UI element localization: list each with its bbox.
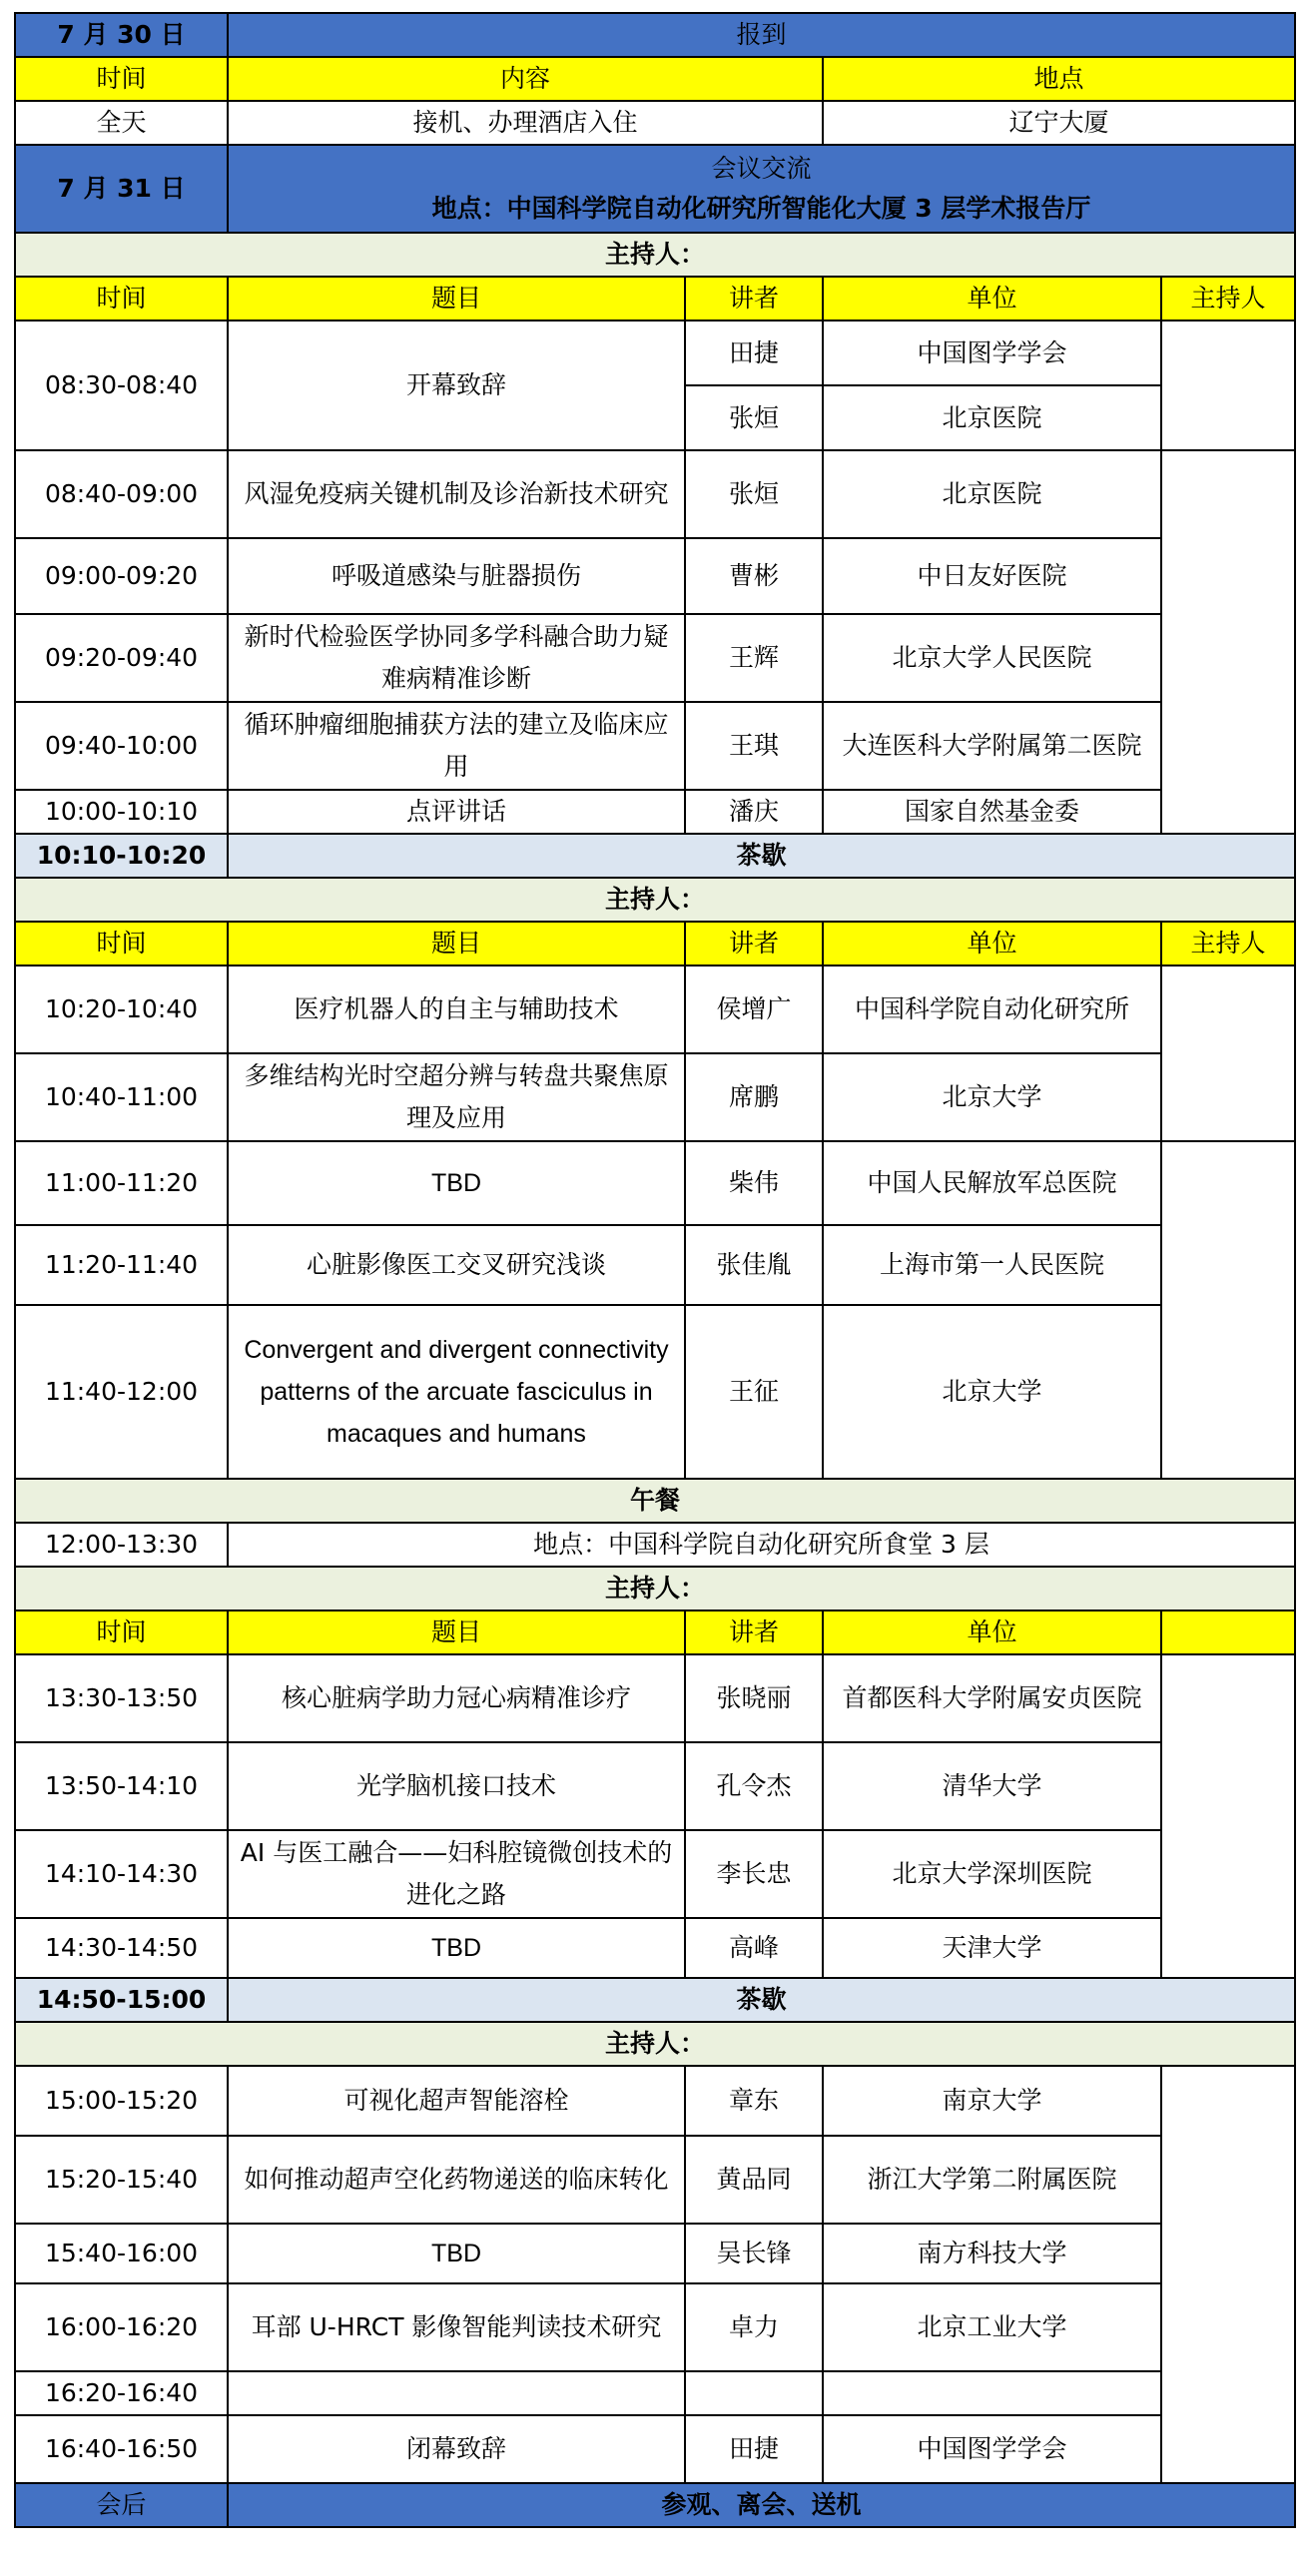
col-unit: 单位 — [823, 922, 1161, 966]
day1-col-content: 内容 — [228, 57, 823, 101]
col-time: 时间 — [15, 277, 228, 321]
row-host — [1161, 450, 1295, 834]
column-headers-1 — [15, 277, 1295, 321]
day2-date: 7 月 31 日 — [15, 145, 228, 233]
row-time: 11:40-12:00 — [15, 1305, 228, 1479]
table-row — [15, 2224, 1295, 2283]
table-row — [15, 2136, 1295, 2224]
lunch-location: 地点：中国科学院自动化研究所食堂 3 层 — [228, 1523, 1295, 1567]
col-unit: 单位 — [823, 277, 1161, 321]
table-row — [15, 450, 1295, 538]
col-topic: 题目 — [228, 277, 685, 321]
row-time: 10:00-10:10 — [15, 790, 228, 834]
table-row — [15, 1830, 1295, 1918]
col-time: 时间 — [15, 922, 228, 966]
table-row — [15, 1053, 1295, 1141]
table-row — [15, 1742, 1295, 1830]
day2-header-row — [15, 145, 1295, 233]
table-row — [15, 614, 1295, 702]
host-label-1: 主持人： — [15, 233, 1295, 277]
row-host — [1161, 1141, 1295, 1479]
row-speaker: 席鹏 — [685, 1053, 823, 1141]
row-unit: 北京大学 — [823, 1053, 1161, 1141]
row-time: 14:30-14:50 — [15, 1918, 228, 1978]
lunch-detail-row — [15, 1523, 1295, 1567]
col-speaker: 讲者 — [685, 1610, 823, 1654]
agenda-table — [14, 12, 1296, 2528]
row-speaker: 曹彬 — [685, 538, 823, 614]
row-topic: 新时代检验医学协同多学科融合助力疑难病精准诊断 — [228, 614, 685, 702]
break1-time: 10:10-10:20 — [15, 834, 228, 878]
table-row — [15, 321, 1295, 385]
row-unit: 清华大学 — [823, 1742, 1161, 1830]
host-row-2 — [15, 878, 1295, 922]
row-topic: 呼吸道感染与脏器损伤 — [228, 538, 685, 614]
row-topic: Convergent and divergent connectivity patterns of the arcuate fasciculus in macaques and humans — [228, 1305, 685, 1479]
row-time: 09:20-09:40 — [15, 614, 228, 702]
row-speaker: 李长忠 — [685, 1830, 823, 1918]
row-time: 15:20-15:40 — [15, 2136, 228, 2224]
day1-col-place: 地点 — [823, 57, 1295, 101]
col-topic: 题目 — [228, 922, 685, 966]
row-topic: 风湿免疫病关键机制及诊治新技术研究 — [228, 450, 685, 538]
break2-time: 14:50-15:00 — [15, 1978, 228, 2022]
row-topic: 医疗机器人的自主与辅助技术 — [228, 966, 685, 1053]
row-speaker: 王琪 — [685, 702, 823, 790]
row-speaker: 潘庆 — [685, 790, 823, 834]
table-row — [15, 2066, 1295, 2136]
row-unit: 首都医科大学附属安贞医院 — [823, 1654, 1161, 1742]
row-speaker: 张烜 — [685, 385, 823, 450]
col-speaker: 讲者 — [685, 277, 823, 321]
after-content: 参观、离会、送机 — [228, 2483, 1295, 2527]
row-topic: TBD — [228, 1918, 685, 1978]
row-unit: 中国人民解放军总医院 — [823, 1141, 1161, 1225]
row-time: 08:30-08:40 — [15, 321, 228, 450]
row-topic: 循环肿瘤细胞捕获方法的建立及临床应用 — [228, 702, 685, 790]
row-speaker: 柴伟 — [685, 1141, 823, 1225]
col-unit: 单位 — [823, 1610, 1161, 1654]
row-host — [1161, 1654, 1295, 1978]
tea-break-row-2 — [15, 1978, 1295, 2022]
lunch-label: 午餐 — [15, 1479, 1295, 1523]
row-topic: TBD — [228, 2224, 685, 2283]
row-time: 09:00-09:20 — [15, 538, 228, 614]
row-speaker: 孔令杰 — [685, 1742, 823, 1830]
row-speaker: 田捷 — [685, 321, 823, 385]
tea-break-row-1 — [15, 834, 1295, 878]
row-topic — [228, 2371, 685, 2415]
row-speaker: 田捷 — [685, 2415, 823, 2483]
row-unit: 浙江大学第二附属医院 — [823, 2136, 1161, 2224]
row-unit: 南方科技大学 — [823, 2224, 1161, 2283]
break2-label: 茶歇 — [228, 1978, 1295, 2022]
table-row — [15, 1141, 1295, 1225]
host-row-4 — [15, 2022, 1295, 2066]
row-topic: 心脏影像医工交叉研究浅谈 — [228, 1225, 685, 1305]
host-label-4: 主持人： — [15, 2022, 1295, 2066]
column-headers-2 — [15, 922, 1295, 966]
day1-date: 7 月 30 日 — [15, 13, 228, 57]
row-speaker: 高峰 — [685, 1918, 823, 1978]
row-time: 16:40-16:50 — [15, 2415, 228, 2483]
row-topic: 开幕致辞 — [228, 321, 685, 450]
row-speaker: 王征 — [685, 1305, 823, 1479]
row-unit — [823, 2371, 1161, 2415]
table-row — [15, 2371, 1295, 2415]
row-speaker: 黄品同 — [685, 2136, 823, 2224]
host-row-1 — [15, 233, 1295, 277]
row-speaker: 张烜 — [685, 450, 823, 538]
row-time: 10:40-11:00 — [15, 1053, 228, 1141]
row-unit: 中国图学学会 — [823, 2415, 1161, 2483]
row-host — [1161, 2066, 1295, 2483]
col-topic: 题目 — [228, 1610, 685, 1654]
table-row — [15, 702, 1295, 790]
row-topic: 可视化超声智能溶栓 — [228, 2066, 685, 2136]
host-row-3 — [15, 1567, 1295, 1610]
day2-title: 会议交流 — [711, 154, 812, 183]
table-row — [15, 1305, 1295, 1479]
row-time: 15:00-15:20 — [15, 2066, 228, 2136]
row-time: 10:20-10:40 — [15, 966, 228, 1053]
day1-col-time: 时间 — [15, 57, 228, 101]
table-row — [15, 1654, 1295, 1742]
row-topic: 多维结构光时空超分辨与转盘共聚焦原理及应用 — [228, 1053, 685, 1141]
day2-title-cell — [228, 145, 1295, 233]
row-speaker: 侯增广 — [685, 966, 823, 1053]
row-unit: 北京大学人民医院 — [823, 614, 1161, 702]
row-time: 08:40-09:00 — [15, 450, 228, 538]
after-row — [15, 2483, 1295, 2527]
table-row — [15, 2283, 1295, 2371]
day1-row — [15, 101, 1295, 145]
day1-time: 全天 — [15, 101, 228, 145]
table-row — [15, 1225, 1295, 1305]
row-speaker: 吴长锋 — [685, 2224, 823, 2283]
row-host — [1161, 321, 1295, 450]
day2-location: 地点：中国科学院自动化研究所智能化大厦 3 层学术报告厅 — [431, 194, 1091, 223]
col-speaker: 讲者 — [685, 922, 823, 966]
row-unit: 中国科学院自动化研究所 — [823, 966, 1161, 1053]
row-time: 11:00-11:20 — [15, 1141, 228, 1225]
table-row — [15, 1918, 1295, 1978]
table-row — [15, 538, 1295, 614]
row-time: 11:20-11:40 — [15, 1225, 228, 1305]
row-topic: TBD — [228, 1141, 685, 1225]
row-topic: 核心脏病学助力冠心病精准诊疗 — [228, 1654, 685, 1742]
row-unit: 大连医科大学附属第二医院 — [823, 702, 1161, 790]
row-unit: 南京大学 — [823, 2066, 1161, 2136]
col-time: 时间 — [15, 1610, 228, 1654]
table-row — [15, 2415, 1295, 2483]
row-unit: 国家自然基金委 — [823, 790, 1161, 834]
row-unit: 北京医院 — [823, 450, 1161, 538]
row-time: 13:50-14:10 — [15, 1742, 228, 1830]
row-unit: 天津大学 — [823, 1918, 1161, 1978]
row-unit: 北京大学 — [823, 1305, 1161, 1479]
host-label-2: 主持人： — [15, 878, 1295, 922]
col-host: 主持人 — [1161, 922, 1295, 966]
break1-label: 茶歇 — [228, 834, 1295, 878]
row-host — [1161, 966, 1295, 1141]
row-unit: 北京医院 — [823, 385, 1161, 450]
row-speaker: 王辉 — [685, 614, 823, 702]
row-unit: 中国图学学会 — [823, 321, 1161, 385]
row-speaker — [685, 2371, 823, 2415]
lunch-row — [15, 1479, 1295, 1523]
row-topic: AI 与医工融合——妇科腔镜微创技术的进化之路 — [228, 1830, 685, 1918]
row-topic: 点评讲话 — [228, 790, 685, 834]
row-speaker: 章东 — [685, 2066, 823, 2136]
row-topic: 闭幕致辞 — [228, 2415, 685, 2483]
column-headers-3 — [15, 1610, 1295, 1654]
row-unit: 上海市第一人民医院 — [823, 1225, 1161, 1305]
host-label-3: 主持人： — [15, 1567, 1295, 1610]
day1-content: 接机、办理酒店入住 — [228, 101, 823, 145]
row-speaker: 卓力 — [685, 2283, 823, 2371]
after-label: 会后 — [15, 2483, 228, 2527]
table-row — [15, 790, 1295, 834]
lunch-time: 12:00-13:30 — [15, 1523, 228, 1567]
row-speaker: 张佳胤 — [685, 1225, 823, 1305]
row-topic: 如何推动超声空化药物递送的临床转化 — [228, 2136, 685, 2224]
row-speaker: 张晓丽 — [685, 1654, 823, 1742]
row-unit: 中日友好医院 — [823, 538, 1161, 614]
table-row — [15, 966, 1295, 1053]
day1-title: 报到 — [228, 13, 1295, 57]
day1-header-row — [15, 13, 1295, 57]
row-unit: 北京工业大学 — [823, 2283, 1161, 2371]
row-time: 16:00-16:20 — [15, 2283, 228, 2371]
col-host-empty — [1161, 1610, 1295, 1654]
row-topic: 耳部 U-HRCT 影像智能判读技术研究 — [228, 2283, 685, 2371]
day1-place: 辽宁大厦 — [823, 101, 1295, 145]
row-unit: 北京大学深圳医院 — [823, 1830, 1161, 1918]
row-time: 13:30-13:50 — [15, 1654, 228, 1742]
row-time: 15:40-16:00 — [15, 2224, 228, 2283]
day1-column-headers — [15, 57, 1295, 101]
col-host: 主持人 — [1161, 277, 1295, 321]
row-time: 14:10-14:30 — [15, 1830, 228, 1918]
row-time: 16:20-16:40 — [15, 2371, 228, 2415]
row-topic: 光学脑机接口技术 — [228, 1742, 685, 1830]
row-time: 09:40-10:00 — [15, 702, 228, 790]
